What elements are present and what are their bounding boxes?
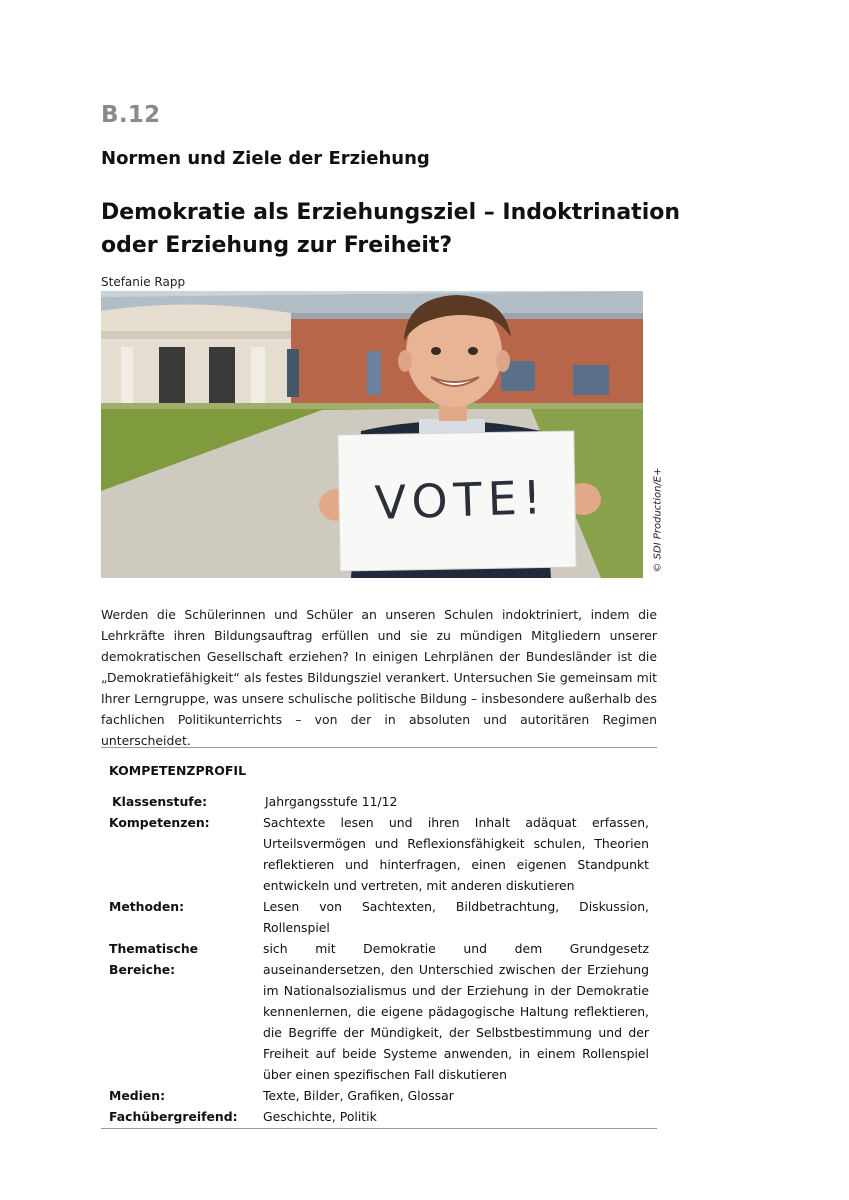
profile-value: Lesen von Sachtexten, Bildbetrachtung, Diskussion, Rollenspiel bbox=[263, 899, 649, 935]
section-code: B.12 bbox=[101, 102, 161, 128]
page-title bbox=[101, 196, 701, 262]
photo-credit-text: © SDI Production/E+ bbox=[652, 467, 664, 573]
profile-row bbox=[101, 1085, 657, 1106]
cover-photo bbox=[101, 291, 643, 578]
profile-label: Fachübergreifend: bbox=[109, 1109, 238, 1124]
profile-value: Texte, Bilder, Grafiken, Glossar bbox=[263, 1088, 454, 1103]
profile-value: Geschichte, Politik bbox=[263, 1109, 377, 1124]
profile-row bbox=[101, 791, 657, 812]
profile-value: Sachtexte lesen und ihren Inhalt adäquat erfassen, Urteilsvermögen und Reflexionsfähigkeit schulen, Theorien reflektieren und hinterfragen, einen eigenen Standpunkt entwickeln und vertreten, mit anderen diskutieren bbox=[263, 815, 649, 893]
series-title: Normen und Ziele der Erziehung bbox=[101, 148, 430, 169]
profile-label: Medien: bbox=[109, 1088, 166, 1103]
profile-row bbox=[101, 896, 657, 938]
photo-illustration bbox=[101, 291, 643, 578]
profile-value: sich mit Demokratie und dem Grundgesetz auseinandersetzen, den Unterschied zwischen der Erziehung im Nationalsozialismus und der Erziehung in der Demokratie kennenlernen, die eigene pädagogische Haltung reflektieren, die Begriffe der Mündigkeit, der Selbstbestimmung und der Freiheit auf beide Systeme anwenden, in einem Rollenspiel über einen spezifischen Fall diskutieren bbox=[263, 941, 649, 1082]
author: Stefanie Rapp bbox=[101, 275, 186, 289]
title-line-1: Demokratie als Erziehungsziel – Indoktrination bbox=[101, 200, 681, 225]
profile-label: Thematische Bereiche: bbox=[109, 941, 199, 977]
profile-label: Methoden: bbox=[109, 899, 185, 914]
profile-label: Kompetenzen: bbox=[109, 815, 210, 830]
competence-profile bbox=[101, 747, 657, 1129]
vote-sign-text: VOTE! bbox=[373, 470, 549, 530]
profile-row bbox=[101, 1106, 657, 1127]
intro-paragraph: Werden die Schülerinnen und Schüler an unseren Schulen indoktriniert, indem die Lehrkräfte ihren Bildungsauftrag erfüllen und sie zu mündigen Mitgliedern unserer demokratischen Gesellschaft erziehen? In einigen Lehrplänen der Bundesländer ist die „Demokratiefähigkeit“ als festes Bildungsziel verankert. Untersuchen Sie gemeinsam mit Ihrer Lerngruppe, was unsere schulische politische Bildung – insbesondere außerhalb des fachlichen Politikunterrichts – von der in absoluten und autoritären Regimen unterscheidet. bbox=[101, 607, 657, 748]
profile-label: Klassenstufe: bbox=[112, 794, 208, 809]
profile-row bbox=[101, 812, 657, 896]
title-line-2: oder Erziehung zur Freiheit? bbox=[101, 233, 453, 258]
profile-heading: KOMPETENZPROFIL bbox=[109, 763, 247, 778]
profile-value: Jahrgangsstufe 11/12 bbox=[265, 794, 398, 809]
photo-credit bbox=[651, 467, 665, 573]
profile-row bbox=[101, 938, 657, 1085]
